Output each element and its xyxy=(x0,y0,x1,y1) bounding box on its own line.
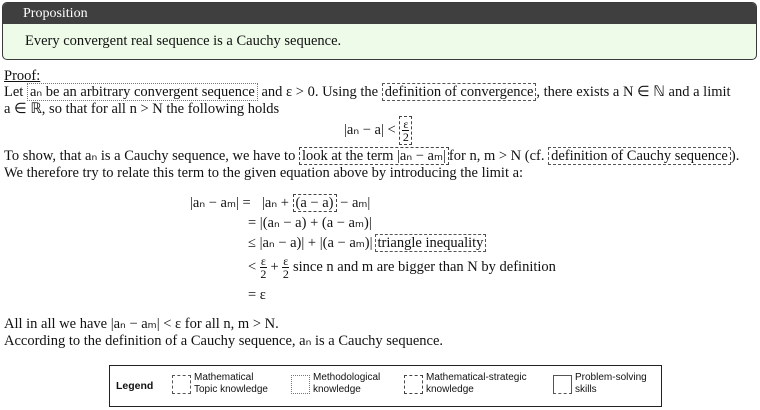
legend-swatch-topic xyxy=(172,375,191,394)
topic-box-triangle-inequality: triangle inequality xyxy=(375,234,487,252)
proof-line-3-c: ). xyxy=(730,148,740,164)
legend-box xyxy=(109,365,662,407)
align-lhs: |aₙ − aₘ| = xyxy=(190,195,251,211)
proof-line-1 xyxy=(4,83,731,101)
legend-item-problem xyxy=(575,372,647,396)
legend-problem-line2: skills xyxy=(575,384,597,395)
conclusion-line-1: All in all we have |aₙ − aₘ| < ε for all n, m > N. xyxy=(4,316,279,332)
align-row-4-text: since n and m are bigger than N by definition xyxy=(292,259,556,275)
proof-line-1-a: Let xyxy=(4,84,27,100)
legend-item-strategic xyxy=(426,372,527,396)
legend-topic-line1: Mathematical xyxy=(194,372,254,383)
strategic-box-add-zero: (a − a) xyxy=(293,194,337,212)
legend-item-topic xyxy=(194,372,268,396)
frac-b-num: ε xyxy=(283,254,289,269)
frac-eps-half-a xyxy=(260,255,267,280)
align-row-1-a: |aₙ + xyxy=(262,195,293,211)
proposition-box xyxy=(2,2,757,60)
legend-problem-line1: Problem-solving xyxy=(575,372,647,383)
align-row-1-b: − aₘ| xyxy=(336,195,371,211)
legend-strategic-line1: Mathematical-strategic xyxy=(426,372,527,383)
method-box-sequence: aₙ be an arbitrary convergent sequence xyxy=(27,83,258,101)
proof-line-2: a ∈ ℝ, so that for all n > N the following holds xyxy=(4,101,280,117)
frac-num: ε xyxy=(403,117,409,132)
topic-box-cauchy-def: definition of Cauchy sequence xyxy=(548,147,731,165)
align-row-5: = ε xyxy=(248,287,266,303)
legend-title: Legend xyxy=(116,380,154,392)
frac-b-den: 2 xyxy=(282,267,289,282)
legend-method-line1: Methodological xyxy=(313,372,381,383)
frac-a-den: 2 xyxy=(260,267,267,282)
proof-line-3-a: To show, that aₙ is a Cauchy sequence, we have to xyxy=(4,148,299,164)
proposition-statement: Every convergent real sequence is a Cauchy sequence. xyxy=(25,33,342,49)
align-row-2: = |(aₙ − a) + (a − aₘ)| xyxy=(248,215,372,231)
frac-den: 2 xyxy=(402,130,409,145)
legend-swatch-problem xyxy=(553,375,572,394)
equation-bound xyxy=(344,114,412,146)
proof-line-4: We therefore try to relate this term to the given equation above by introducing the limit a: xyxy=(4,165,524,181)
proof-label: Proof: xyxy=(4,68,41,84)
proof-line-1-b: and ε > 0. Using the xyxy=(257,84,382,100)
proof-line-3-b: for n, m > N (cf. xyxy=(448,148,549,164)
frac-a-num: ε xyxy=(260,254,266,269)
align-row-4 xyxy=(248,252,556,282)
proof-line-3 xyxy=(4,147,739,165)
legend-topic-line2: Topic knowledge xyxy=(194,384,268,395)
conclusion-line-2: According to the definition of a Cauchy sequence, aₙ is a Cauchy sequence. xyxy=(4,333,444,349)
align-row-3-a: ≤ |aₙ − a)| + |(a − aₘ)| xyxy=(248,235,373,251)
align-row-4-lt: < xyxy=(248,259,257,275)
frac-eps-half-b xyxy=(282,255,289,280)
align-row-1 xyxy=(262,194,370,212)
align-row-3 xyxy=(248,234,486,252)
legend-method-line2: knowledge xyxy=(313,384,361,395)
align-row-4-plus: + xyxy=(270,259,279,275)
proposition-title: Proposition xyxy=(3,3,756,24)
legend-swatch-strategic xyxy=(404,375,423,394)
strategic-box-epsilon-half xyxy=(399,116,412,145)
topic-box-convergence: definition of convergence xyxy=(382,83,537,101)
legend-strategic-line2: knowledge xyxy=(426,384,474,395)
proof-line-1-c: , there exists a N ∈ ℕ and a limit xyxy=(536,84,731,100)
strategic-box-look-at-term: look at the term |aₙ − aₘ| xyxy=(299,147,449,165)
legend-item-method xyxy=(313,372,380,396)
legend-swatch-method xyxy=(291,375,310,394)
equation-bound-left: |aₙ − a| < xyxy=(344,122,396,138)
